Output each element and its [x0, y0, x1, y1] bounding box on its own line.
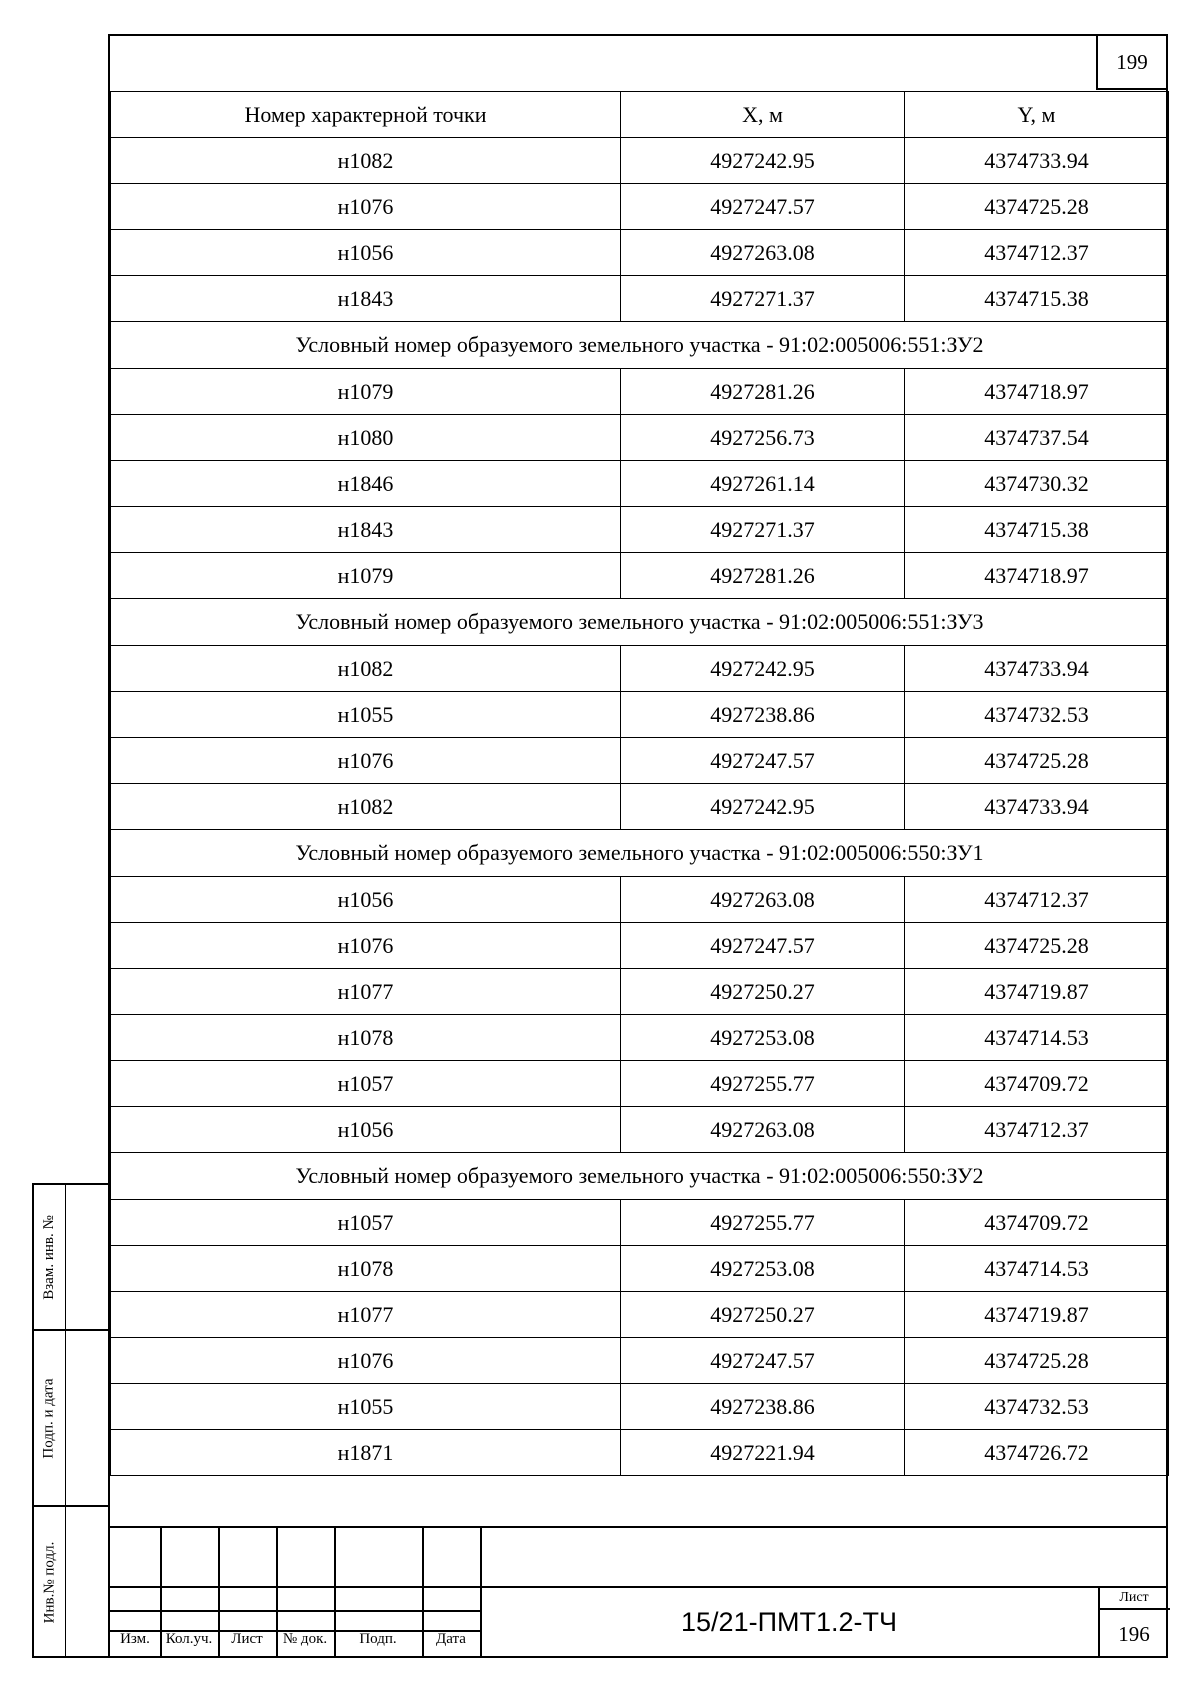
section-row	[111, 830, 1169, 877]
y-coordinate-cell: 4374714.53	[905, 1015, 1169, 1061]
table-row	[111, 184, 1169, 230]
x-coordinate-cell: 4927253.08	[621, 1015, 905, 1061]
y-coordinate-cell: 4374712.37	[905, 230, 1169, 276]
table-row	[111, 1246, 1169, 1292]
point-id-cell: н1843	[111, 507, 621, 553]
point-id-cell: н1078	[111, 1015, 621, 1061]
point-id-cell: н1080	[111, 415, 621, 461]
point-id-cell: н1057	[111, 1200, 621, 1246]
header-point: Номер характерной точки	[111, 92, 621, 138]
point-id-cell: н1846	[111, 461, 621, 507]
y-coordinate-cell: 4374733.94	[905, 138, 1169, 184]
y-coordinate-cell: 4374712.37	[905, 1107, 1169, 1153]
point-id-cell: н1076	[111, 738, 621, 784]
point-id-cell: н1871	[111, 1430, 621, 1476]
section-title: Условный номер образуемого земельного участка - 91:02:005006:551:ЗУ3	[111, 599, 1169, 646]
point-id-cell: н1076	[111, 1338, 621, 1384]
table-row	[111, 507, 1169, 553]
y-coordinate-cell: 4374719.87	[905, 969, 1169, 1015]
x-coordinate-cell: 4927271.37	[621, 276, 905, 322]
table-row	[111, 138, 1169, 184]
y-coordinate-cell: 4374714.53	[905, 1246, 1169, 1292]
table-row	[111, 369, 1169, 415]
y-coordinate-cell: 4374718.97	[905, 369, 1169, 415]
x-coordinate-cell: 4927263.08	[621, 230, 905, 276]
y-coordinate-cell: 4374712.37	[905, 877, 1169, 923]
table-row	[111, 461, 1169, 507]
x-coordinate-cell: 4927261.14	[621, 461, 905, 507]
section-row	[111, 322, 1169, 369]
point-id-cell: н1078	[111, 1246, 621, 1292]
point-id-cell: н1082	[111, 646, 621, 692]
x-coordinate-cell: 4927242.95	[621, 784, 905, 830]
table-row	[111, 738, 1169, 784]
x-coordinate-cell: 4927242.95	[621, 138, 905, 184]
label-izm: Изм.	[120, 1631, 150, 1647]
point-id-cell: н1056	[111, 1107, 621, 1153]
point-id-cell: н1056	[111, 230, 621, 276]
table-row	[111, 923, 1169, 969]
table-row	[111, 1200, 1169, 1246]
y-coordinate-cell: 4374730.32	[905, 461, 1169, 507]
table-row	[111, 784, 1169, 830]
point-id-cell: н1055	[111, 692, 621, 738]
x-coordinate-cell: 4927221.94	[621, 1430, 905, 1476]
vzam-inv-label: Взам. инв. №	[41, 1214, 57, 1300]
x-coordinate-cell: 4927250.27	[621, 1292, 905, 1338]
point-id-cell: н1082	[111, 784, 621, 830]
x-coordinate-cell: 4927281.26	[621, 553, 905, 599]
title-block	[110, 1526, 1168, 1656]
label-list: Лист	[231, 1631, 263, 1647]
coordinates-table	[110, 91, 1169, 1476]
table-row	[111, 1384, 1169, 1430]
y-coordinate-cell: 4374709.72	[905, 1061, 1169, 1107]
x-coordinate-cell: 4927271.37	[621, 507, 905, 553]
x-coordinate-cell: 4927247.57	[621, 738, 905, 784]
label-data: Дата	[436, 1631, 466, 1647]
y-coordinate-cell: 4374725.28	[905, 184, 1169, 230]
point-id-cell: н1077	[111, 969, 621, 1015]
table-row	[111, 1107, 1169, 1153]
page-frame	[108, 34, 1168, 1658]
y-coordinate-cell: 4374732.53	[905, 1384, 1169, 1430]
y-coordinate-cell: 4374726.72	[905, 1430, 1169, 1476]
point-id-cell: н1055	[111, 1384, 621, 1430]
point-id-cell: н1843	[111, 276, 621, 322]
table-header-row	[111, 92, 1169, 138]
label-kol-uch: Кол.уч.	[165, 1631, 213, 1647]
sheet-box	[1098, 1588, 1168, 1656]
table-row	[111, 276, 1169, 322]
x-coordinate-cell: 4927247.57	[621, 1338, 905, 1384]
point-id-cell: н1076	[111, 184, 621, 230]
side-stamp	[32, 1183, 108, 1658]
x-coordinate-cell: 4927253.08	[621, 1246, 905, 1292]
x-coordinate-cell: 4927263.08	[621, 877, 905, 923]
point-id-cell: н1057	[111, 1061, 621, 1107]
x-coordinate-cell: 4927238.86	[621, 692, 905, 738]
y-coordinate-cell: 4374715.38	[905, 507, 1169, 553]
y-coordinate-cell: 4374725.28	[905, 1338, 1169, 1384]
point-id-cell: н1079	[111, 369, 621, 415]
table-row	[111, 969, 1169, 1015]
table-row	[111, 692, 1169, 738]
point-id-cell: н1076	[111, 923, 621, 969]
header-y: Y, м	[905, 92, 1169, 138]
y-coordinate-cell: 4374732.53	[905, 692, 1169, 738]
table-row	[111, 646, 1169, 692]
y-coordinate-cell: 4374725.28	[905, 738, 1169, 784]
table-row	[111, 415, 1169, 461]
table-row	[111, 1430, 1169, 1476]
point-id-cell: н1079	[111, 553, 621, 599]
podp-data-label: Подп. и дата	[41, 1377, 58, 1459]
x-coordinate-cell: 4927242.95	[621, 646, 905, 692]
point-id-cell: н1077	[111, 1292, 621, 1338]
section-row	[111, 599, 1169, 646]
table-row	[111, 230, 1169, 276]
label-doc-no: № док.	[282, 1631, 328, 1647]
table-row	[111, 1061, 1169, 1107]
section-title: Условный номер образуемого земельного участка - 91:02:005006:550:ЗУ1	[111, 830, 1169, 877]
x-coordinate-cell: 4927247.57	[621, 923, 905, 969]
y-coordinate-cell: 4374733.94	[905, 784, 1169, 830]
section-title: Условный номер образуемого земельного участка - 91:02:005006:551:ЗУ2	[111, 322, 1169, 369]
table-row	[111, 1015, 1169, 1061]
label-podp: Подп.	[359, 1631, 397, 1647]
revision-grid	[110, 1588, 480, 1654]
point-id-cell: н1082	[111, 138, 621, 184]
table-row	[111, 1292, 1169, 1338]
sheet-number: 196	[1118, 1622, 1150, 1646]
y-coordinate-cell: 4374709.72	[905, 1200, 1169, 1246]
y-coordinate-cell: 4374733.94	[905, 646, 1169, 692]
page-number: 199	[1096, 36, 1166, 90]
document-number: 15/21-ПМТ1.2-ТЧ	[681, 1606, 897, 1637]
x-coordinate-cell: 4927255.77	[621, 1200, 905, 1246]
section-title: Условный номер образуемого земельного участка - 91:02:005006:550:ЗУ2	[111, 1153, 1169, 1200]
x-coordinate-cell: 4927256.73	[621, 415, 905, 461]
sheet-label: Лист	[1119, 1590, 1149, 1605]
section-row	[111, 1153, 1169, 1200]
table-row	[111, 877, 1169, 923]
y-coordinate-cell: 4374715.38	[905, 276, 1169, 322]
table-row	[111, 553, 1169, 599]
y-coordinate-cell: 4374719.87	[905, 1292, 1169, 1338]
y-coordinate-cell: 4374718.97	[905, 553, 1169, 599]
x-coordinate-cell: 4927263.08	[621, 1107, 905, 1153]
point-id-cell: н1056	[111, 877, 621, 923]
table-row	[111, 1338, 1169, 1384]
x-coordinate-cell: 4927255.77	[621, 1061, 905, 1107]
x-coordinate-cell: 4927247.57	[621, 184, 905, 230]
x-coordinate-cell: 4927250.27	[621, 969, 905, 1015]
y-coordinate-cell: 4374725.28	[905, 923, 1169, 969]
x-coordinate-cell: 4927281.26	[621, 369, 905, 415]
y-coordinate-cell: 4374737.54	[905, 415, 1169, 461]
inv-podl-label: Инв.№ подл.	[41, 1541, 57, 1624]
header-x: X, м	[621, 92, 905, 138]
x-coordinate-cell: 4927238.86	[621, 1384, 905, 1430]
